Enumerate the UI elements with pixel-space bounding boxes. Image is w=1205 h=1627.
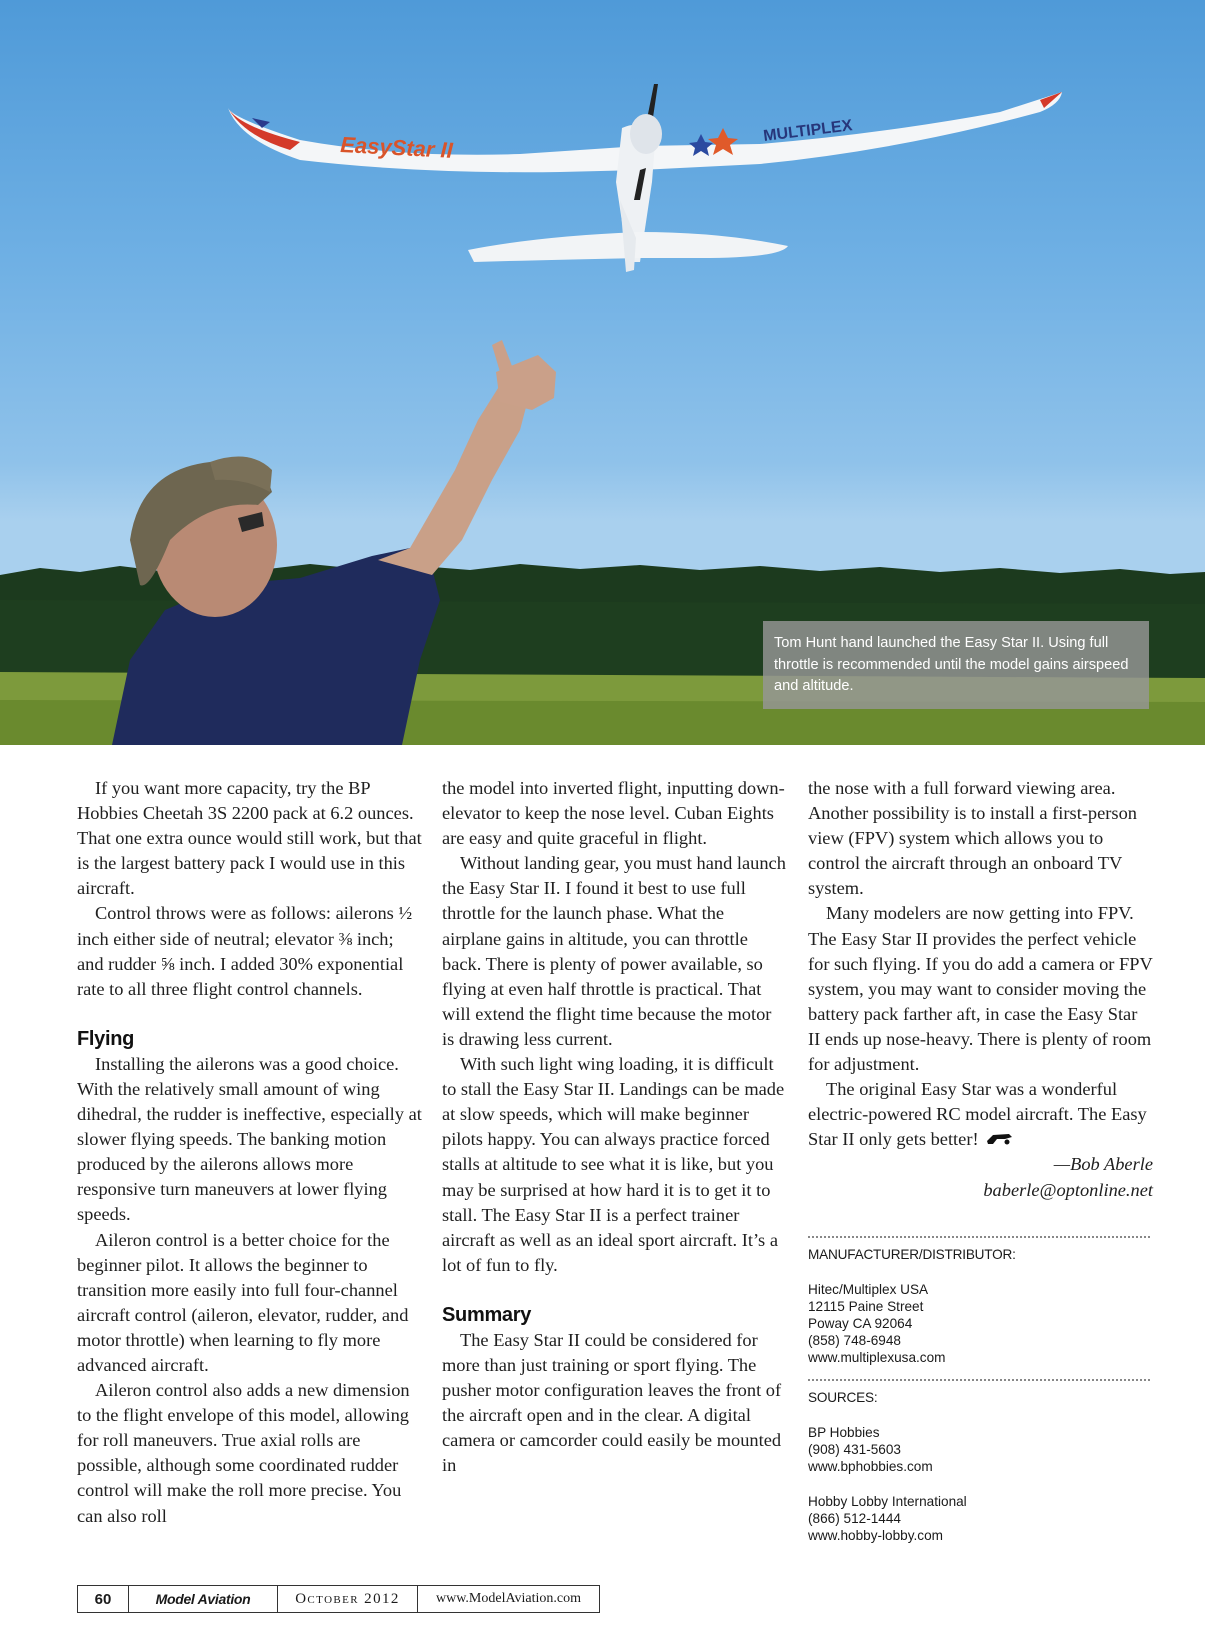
manufacturer-name: Hitec/Multiplex USA [808,1282,929,1297]
dotted-divider [808,1236,1150,1238]
source-website-link[interactable]: www.bphobbies.com [808,1459,933,1474]
paragraph: Installing the ailerons was a good choice. With the relatively small amount of wing dihedral, the rudder is ineffective, especially at slower flying speeds. The banking motion produced by the ailerons allows more responsive turn maneuvers at lower flying speeds. [77,1053,422,1225]
manufacturer-street: 12115 Paine Street [808,1299,924,1314]
source-bp-hobbies [808,1424,1150,1475]
paragraph: Without landing gear, you must hand launch the Easy Star II. I found it best to use full throttle for the launch phase. What the airplane gains in altitude, you can throttle back. There is plenty of power available, so flying at even half throttle is practical. That will extend the flight time because the motor is drawing less current. [442,853,786,1049]
source-hobby-lobby [808,1493,1150,1544]
svg-text:MULTIPLEX: MULTIPLEX [762,117,854,145]
manufacturer-box [808,1236,1150,1366]
author-byline: —Bob Aberle [1053,1154,1153,1175]
airplane [228,84,1062,272]
magazine-website-link[interactable]: www.ModelAviation.com [435,1591,582,1606]
sources-box [808,1379,1150,1544]
source-phone: (908) 431-5603 [808,1442,901,1457]
manufacturer-phone: (858) 748-6948 [808,1333,901,1348]
source-name: Hobby Lobby International [808,1494,967,1509]
svg-text:EasyStar II: EasyStar II [339,132,454,163]
section-heading-flying: Flying [77,1027,135,1050]
page-number: 60 [78,1586,129,1612]
manufacturer-city: Poway CA 92064 [808,1316,913,1331]
manufacturer-address [808,1281,1150,1366]
paragraph: The Easy Star II could be considered for more than just training or sport flying. The pusher motor configuration leaves the front of the aircraft open and in the clear. A digital camera or camcorder could easily be mounted in [442,1329,782,1476]
article-column-1 [77,776,422,1529]
article-column-3 [808,776,1153,1203]
photo-caption: Tom Hunt hand launched the Easy Star II. Using full throttle is recommended until the model gains airspeed and altitude. [763,621,1149,709]
paragraph: With such light wing loading, it is difficult to stall the Easy Star II. Landings can be made at slow speeds, which will make beginner pilots happy. You can always practice forced stalls at altitude to see what it is like, but you may be surprised at how hard it is to get it to stall. The Easy Star II is a perfect trainer aircraft as well as an ideal sport aircraft. It’s a lot of fun to fly. [442,1054,785,1275]
dotted-divider [808,1379,1150,1381]
hero-photo [0,0,1205,745]
end-mark-icon [985,1132,1013,1146]
paragraph: Aileron control is a better choice for the beginner pilot. It allows the beginner to transition more easily into full four-channel aircraft control (aileron, elevator, rudder, and motor throttle) when learning to fly more advanced aircraft. [77,1229,409,1375]
paragraph: the model into inverted flight, inputting down-elevator to keep the nose level. Cuban Eights are easy and quite graceful in flight. [442,778,785,849]
author-email[interactable]: baberle@optonline.net [983,1179,1153,1200]
issue-date: October 2012 [278,1586,418,1612]
source-phone: (866) 512-1444 [808,1511,901,1526]
paragraph: Many modelers are now getting into FPV. The Easy Star II provides the perfect vehicle for such flying. If you do add a camera or FPV system, you may want to consider moving the battery pack farther aft, in case the Easy Star II ends up nose-heavy. There is plenty of room for adjustment. [808,903,1153,1075]
paragraph: Control throws were as follows: ailerons ½ inch either side of neutral; elevator ⅜ inch; and rudder ⅝ inch. I added 30% exponential rate to all three flight control channels. [77,903,413,999]
paragraph-text: The original Easy Star was a wonderful electric-powered RC model aircraft. The Easy Star II only gets better! [808,1079,1147,1150]
manufacturer-heading: MANUFACTURER/DISTRIBUTOR: [808,1247,1016,1262]
paragraph [808,1077,1153,1152]
manufacturer-website-link[interactable]: www.multiplexusa.com [808,1350,946,1365]
sources-heading: SOURCES: [808,1390,878,1405]
magazine-name: Model Aviation [129,1586,278,1612]
paragraph: the nose with a full forward viewing area. Another possibility is to install a first-person view (FPV) system which allows you to control the aircraft through an onboard TV system. [808,778,1137,899]
paragraph: If you want more capacity, try the BP Hobbies Cheetah 3S 2200 pack at 6.2 ounces. That one extra ounce would still work, but that is the largest battery pack I would use in this aircraft. [77,778,422,899]
source-website-link[interactable]: www.hobby-lobby.com [808,1528,943,1543]
paragraph: Aileron control also adds a new dimension to the flight envelope of this model, allowing for roll maneuvers. True axial rolls are possible, although some coordinated rudder control will make the roll more precise. You can also roll [77,1380,410,1526]
source-name: BP Hobbies [808,1425,880,1440]
page-footer [77,1585,600,1613]
article-column-2 [442,776,787,1478]
section-heading-summary: Summary [442,1303,532,1326]
